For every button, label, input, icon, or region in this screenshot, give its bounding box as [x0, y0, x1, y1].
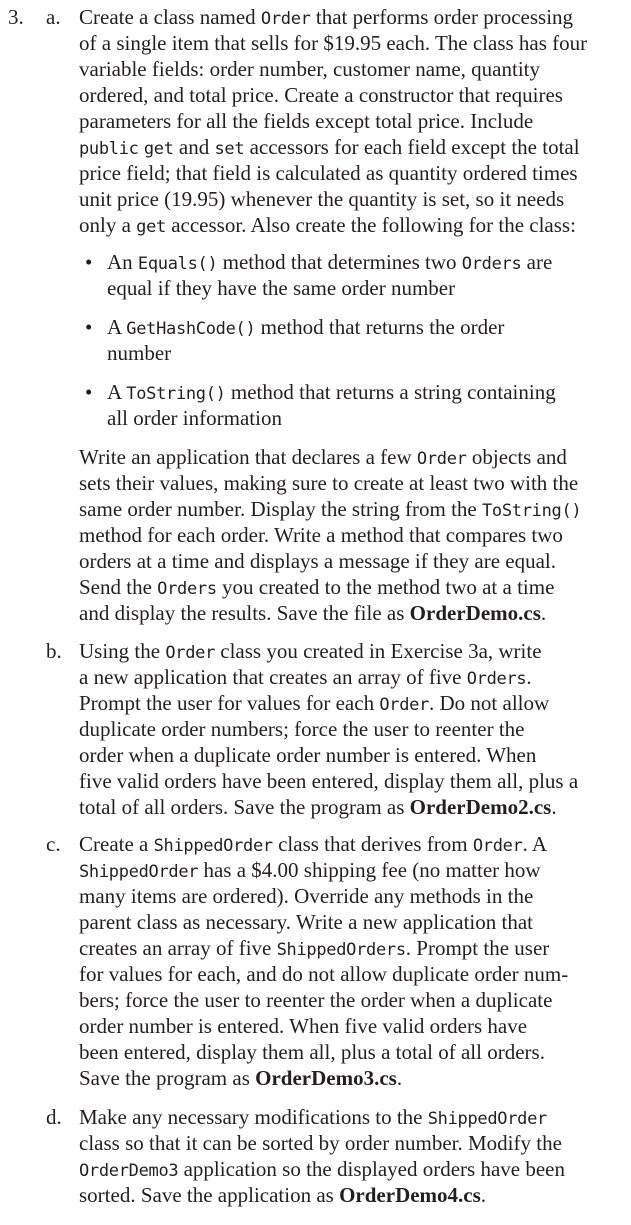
code-term: ToString(): [126, 384, 226, 404]
code-term: Order: [472, 836, 523, 856]
file-name: OrderDemo4.cs: [339, 1183, 481, 1207]
text-line: A ToString() method that returns a string containing: [107, 380, 556, 404]
text-line: Write an application that declares a few Order objects and: [79, 445, 567, 469]
code-term: Order: [379, 695, 430, 715]
text-line: creates an array of five ShippedOrders. Prompt the user: [79, 936, 550, 960]
code-term: ShippedOrder: [153, 836, 273, 856]
text-line: sorted. Save the application as OrderDemo4.cs.: [79, 1183, 487, 1207]
code-term: Order: [416, 449, 467, 469]
text-line: Prompt the user for values for each Order. Do not allow: [79, 691, 550, 715]
text-line: public get and set accessors for each field except the total: [79, 135, 580, 159]
text-line: and display the results. Save the file as OrderDemo.cs.: [79, 601, 547, 625]
part-d-label: d.: [46, 1105, 62, 1129]
code-term: ShippedOrder: [79, 862, 199, 882]
bullet-item-gethashcode: [85, 314, 627, 366]
bullet-item-equals: [85, 249, 627, 301]
bullet-item-tostring: [85, 379, 627, 431]
code-term: Order: [260, 9, 311, 29]
code-term: set: [214, 139, 245, 159]
bullet-icon: •: [85, 380, 93, 404]
text-line: class so that it can be sorted by order number. Modify the: [79, 1131, 562, 1155]
text-line: Create a ShippedOrder class that derives from Order. A: [79, 832, 548, 856]
text-line: OrderDemo3 application so the displayed orders have been: [79, 1157, 565, 1181]
code-term: public: [79, 139, 139, 159]
text-line: ordered, and total price. Create a constructor that requires: [79, 83, 563, 107]
text-line: sets their values, making sure to create at least two with the: [79, 471, 579, 495]
text-line: Using the Order class you created in Exercise 3a, write: [79, 639, 542, 663]
text-line: five valid orders have been entered, display them all, plus a: [79, 769, 579, 793]
file-name: OrderDemo.cs: [409, 601, 541, 625]
part-d: [46, 1104, 624, 1208]
part-c-label: c.: [46, 832, 61, 856]
text-line: order number is entered. When five valid orders have: [79, 1014, 528, 1038]
text-line: orders at a time and displays a message if they are equal.: [79, 549, 556, 573]
part-c: [46, 831, 624, 1091]
text-line: all order information: [107, 406, 282, 430]
text-line: parent class as necessary. Write a new application that: [79, 910, 533, 934]
text-line: duplicate order numbers; force the user to reenter the: [79, 717, 525, 741]
code-term: ShippedOrder: [427, 1109, 547, 1129]
text-line: A GetHashCode() method that returns the order: [107, 315, 505, 339]
part-a-intro: [79, 4, 624, 238]
text-line: Send the Orders you created to the method two at a time: [79, 575, 555, 599]
part-a-application: [79, 444, 624, 626]
code-term: Orders: [466, 669, 527, 689]
code-term: get: [143, 139, 174, 159]
text-line: only a get accessor. Also create the following for the class:: [79, 213, 576, 237]
text-line: Create a class named Order that performs order processing: [79, 5, 574, 29]
code-term: get: [136, 217, 166, 237]
text-line: total of all orders. Save the program as OrderDemo2.cs.: [79, 795, 557, 819]
bullet-icon: •: [85, 315, 93, 339]
text-line: a new application that creates an array of five Orders.: [79, 665, 532, 689]
bullet-icon: •: [85, 250, 93, 274]
text-line: order when a duplicate order number is entered. When: [79, 743, 537, 767]
text-line: been entered, display them all, plus a total of all orders.: [79, 1040, 545, 1064]
text-line: parameters for all the fields except total price. Include: [79, 109, 534, 133]
text-line: bers; force the user to reenter the order when a duplicate: [79, 988, 553, 1012]
code-term: Order: [165, 643, 216, 663]
code-term: OrderDemo3: [79, 1161, 179, 1181]
text-line: Save the program as OrderDemo3.cs.: [79, 1066, 403, 1090]
code-term: Orders: [157, 579, 217, 599]
text-line: number: [107, 341, 172, 365]
text-line: variable fields: order number, customer name, quantity: [79, 57, 541, 81]
part-b-label: b.: [46, 639, 62, 663]
text-line: unit price (19.95) whenever the quantity is set, so it needs: [79, 187, 565, 211]
code-term: ShippedOrders: [276, 940, 406, 960]
code-term: ToString(): [482, 501, 582, 521]
file-name: OrderDemo2.cs: [409, 795, 552, 819]
code-term: Equals(): [137, 254, 218, 274]
part-a: [46, 4, 624, 238]
text-line: price field; that field is calculated as quantity ordered times: [79, 161, 578, 185]
text-line: many items are ordered). Override any methods in the: [79, 884, 534, 908]
part-a-label: a.: [46, 5, 61, 29]
text-line: Make any necessary modifications to the ShippedOrder: [79, 1105, 547, 1129]
text-line: for values for each, and do not allow duplicate order num-: [79, 962, 569, 986]
text-line: same order number. Display the string from the ToString(): [79, 497, 582, 521]
file-name: OrderDemo3.cs: [255, 1066, 397, 1090]
text-line: ShippedOrder has a $4.00 shipping fee (no matter how: [79, 858, 541, 882]
text-line: of a single item that sells for $19.95 each. The class has four: [79, 31, 588, 55]
part-b: [46, 638, 624, 820]
exercise-number: 3.: [8, 5, 24, 29]
text-line: equal if they have the same order number: [107, 276, 456, 300]
text-line: An Equals() method that determines two Orders are: [107, 250, 553, 274]
text-line: method for each order. Write a method that compares two: [79, 523, 563, 547]
code-term: GetHashCode(): [126, 319, 256, 339]
code-term: Orders: [461, 254, 522, 274]
